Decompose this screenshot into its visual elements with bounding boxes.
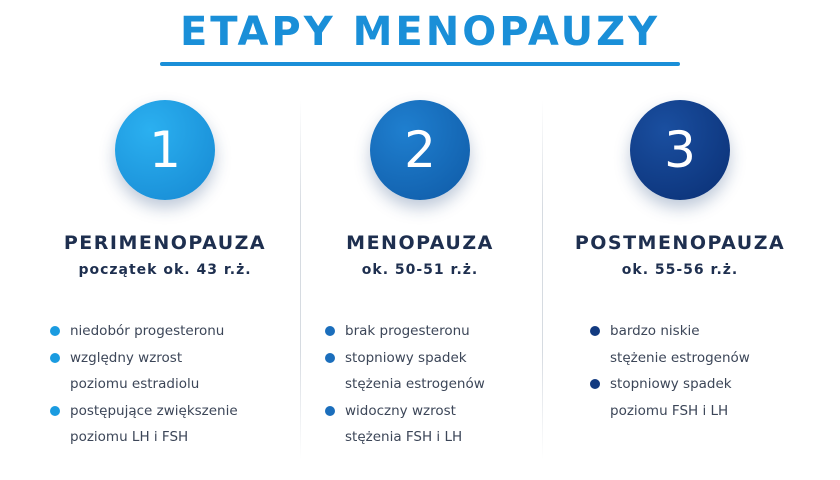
list-item-continuation: poziomu estradiolu bbox=[70, 376, 200, 392]
stage-name: PERIMENOPAUZA bbox=[63, 232, 267, 254]
stage-column-2 bbox=[310, 0, 530, 480]
stage-number: 2 bbox=[404, 121, 436, 179]
list-item-continuation: stężenia estrogenów bbox=[345, 376, 485, 392]
bullet-dot-icon bbox=[325, 406, 335, 416]
list-item-continuation: poziomu FSH i LH bbox=[610, 402, 729, 419]
list-item: niedobór progesteronu bbox=[50, 318, 238, 345]
bullet-dot-icon bbox=[590, 326, 600, 336]
stage-bullet-list bbox=[50, 318, 238, 451]
stage-number-badge bbox=[630, 100, 730, 200]
stage-age: ok. 55-56 r.ż. bbox=[621, 262, 739, 278]
stage-name: POSTMENOPAUZA bbox=[574, 232, 786, 254]
page-title: ETAPY MENOPAUZY bbox=[179, 9, 661, 55]
list-item: brak progesteronu bbox=[325, 318, 485, 345]
stage-age: ok. 50-51 r.ż. bbox=[361, 262, 479, 278]
list-item-continuation: stężenia FSH i LH bbox=[345, 429, 463, 445]
list-item: widoczny wzrost bbox=[325, 398, 485, 425]
bullet-dot-icon bbox=[325, 353, 335, 363]
list-item: stopniowy spadek bbox=[325, 345, 485, 372]
stage-number: 1 bbox=[149, 121, 181, 179]
column-divider bbox=[300, 100, 301, 460]
stage-number: 3 bbox=[664, 121, 696, 179]
stage-column-3 bbox=[560, 0, 800, 480]
list-item-continuation: poziomu LH i FSH bbox=[70, 429, 189, 445]
bullet-dot-icon bbox=[50, 326, 60, 336]
stage-column-1 bbox=[40, 0, 290, 480]
stage-name: MENOPAUZA bbox=[346, 232, 494, 254]
list-item-continuation: stężenie estrogenów bbox=[610, 349, 750, 366]
stage-bullet-list bbox=[325, 318, 485, 451]
bullet-dot-icon bbox=[50, 353, 60, 363]
bullet-dot-icon bbox=[590, 379, 600, 389]
list-item: postępujące zwiększenie bbox=[50, 398, 238, 425]
column-divider bbox=[542, 100, 543, 460]
list-item: względny wzrost bbox=[50, 345, 238, 372]
stage-number-badge bbox=[115, 100, 215, 200]
stage-number-badge bbox=[370, 100, 470, 200]
bullet-dot-icon bbox=[50, 406, 60, 416]
stage-age: początek ok. 43 r.ż. bbox=[78, 262, 252, 278]
bullet-dot-icon bbox=[325, 326, 335, 336]
stage-bullet-list bbox=[590, 318, 750, 424]
list-item: stopniowy spadek bbox=[590, 371, 750, 398]
list-item: bardzo niskie bbox=[590, 318, 750, 345]
